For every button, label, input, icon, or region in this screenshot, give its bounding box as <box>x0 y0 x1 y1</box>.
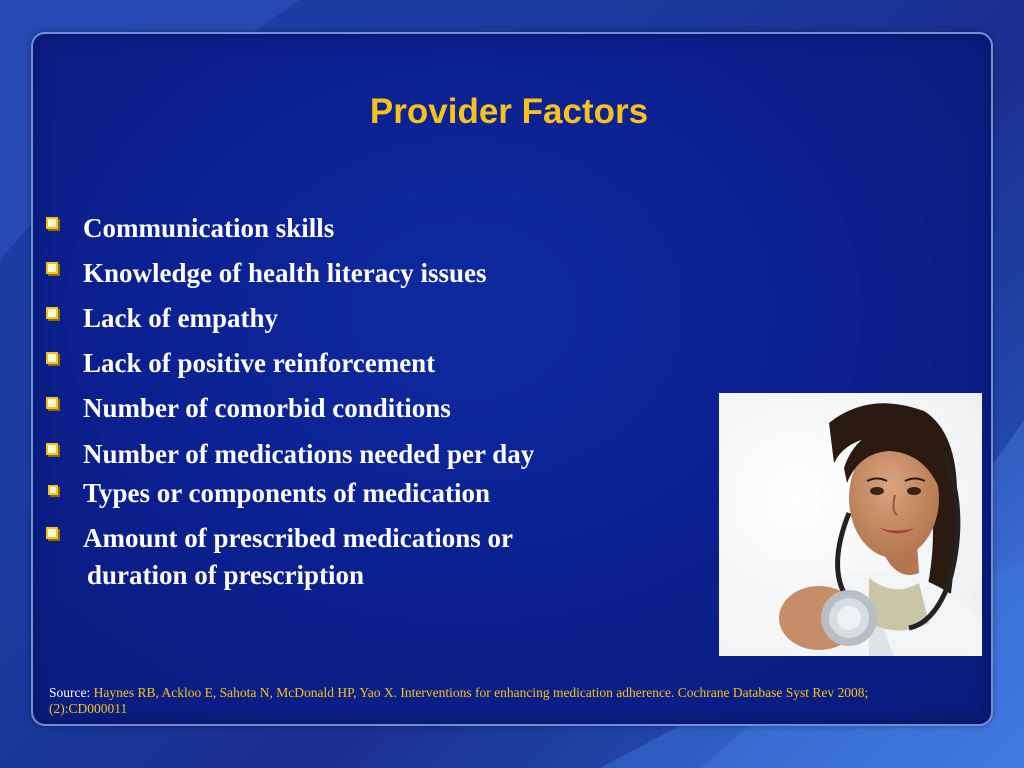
doctor-photo <box>719 393 982 656</box>
list-item <box>44 520 684 556</box>
bullet-text: Lack of positive reinforcement <box>83 348 436 378</box>
square-bullet-icon <box>46 352 58 364</box>
bullet-text: Number of medications needed per day <box>83 439 535 469</box>
list-item <box>44 300 684 336</box>
square-bullet-icon <box>46 527 58 539</box>
source-citation <box>49 685 889 717</box>
square-bullet-icon <box>46 217 58 229</box>
square-bullet-icon <box>46 262 58 274</box>
bullet-text: Number of comorbid conditions <box>83 393 451 423</box>
bullet-text: Types or components of medication <box>83 478 490 508</box>
list-item <box>44 436 684 472</box>
list-item <box>44 475 684 511</box>
square-bullet-icon <box>46 307 58 319</box>
square-bullet-icon <box>46 397 58 409</box>
source-reference: Haynes RB, Ackloo E, Sahota N, McDonald HP, Yao X. Interventions for enhancing medication adherence. Cochrane Database Syst Rev 2008;(2):CD000011 <box>49 685 869 716</box>
list-item <box>44 255 684 291</box>
bullet-text: duration of prescription <box>87 560 365 590</box>
square-bullet-icon <box>48 485 58 495</box>
list-item <box>44 210 684 246</box>
list-item <box>44 390 684 426</box>
source-label: Source: <box>49 685 91 700</box>
bullet-text: Lack of empathy <box>83 303 278 333</box>
bullet-text: Knowledge of health literacy issues <box>83 258 487 288</box>
square-bullet-icon <box>46 443 58 455</box>
bullet-text: Communication skills <box>83 213 335 243</box>
list-item-continuation <box>44 557 684 593</box>
list-item <box>44 345 684 381</box>
slide-title: Provider Factors <box>369 92 649 131</box>
bullet-text: Amount of prescribed medications or <box>83 523 513 553</box>
doctor-illustration <box>719 393 982 656</box>
